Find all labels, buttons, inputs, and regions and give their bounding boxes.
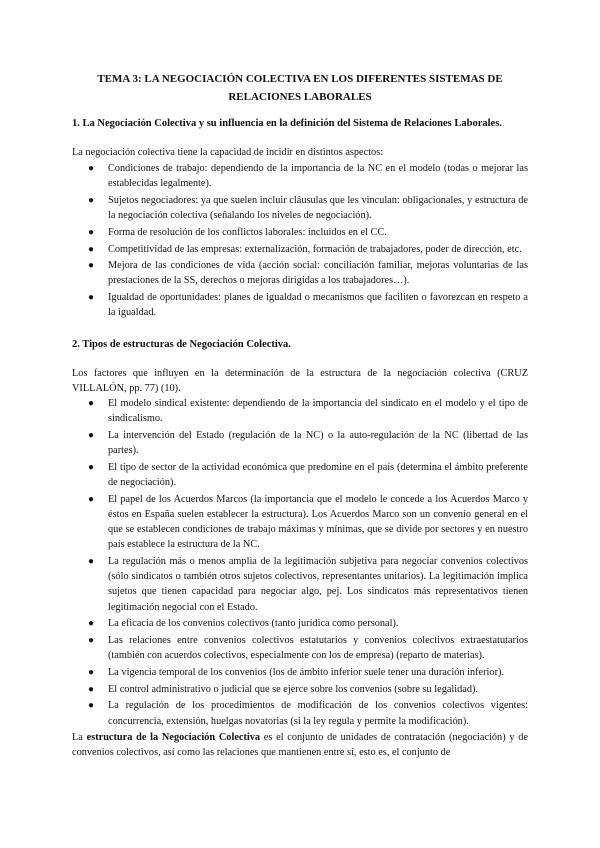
- bullet-icon: ●: [88, 163, 95, 174]
- bullet-icon: ●: [88, 243, 95, 255]
- list-item: ● La intervención del Estado (regulación de la NC) o la auto-regulación de la NC (libertad de las partes).: [88, 429, 528, 457]
- list-item: ● Mejora de las condiciones de vida (acción social: conciliación familiar, mejoras voluntarias de las prestaciones de la SS, derechos o mejoras dirigidas a los trabajadores…).: [88, 260, 528, 287]
- section-1-list: [72, 161, 528, 322]
- list-item: ● El control administrativo o judicial que se ejerce sobre los convenios (sobre su legalidad).: [72, 682, 528, 697]
- closing-lead: La: [72, 732, 87, 743]
- bullet-icon: ●: [88, 618, 95, 630]
- bullet-icon: ●: [88, 556, 95, 568]
- bullet-icon: ●: [88, 683, 95, 695]
- bullet-icon: ●: [88, 635, 95, 647]
- list-item: ● La regulación de los procedimientos de modificación de los convenios colectivos vigentes: concurrencia, extensión, huelgas novatorias (si la ley regula y permite la modificación).: [88, 700, 528, 727]
- list-item: ● El modelo sindical existente: dependiendo de la importancia del sindicato en el modelo y el tipo de sindicalismo.: [88, 398, 528, 425]
- bullet-icon: ●: [88, 493, 95, 505]
- closing-rest: es el conjunto de unidades de contratación (negociación) y de convenios colectivos, así como las relaciones que mantienen entre sí, esto es, el conjunto de: [72, 732, 528, 759]
- bullet-icon: ●: [88, 700, 95, 712]
- list-item: ● Forma de resolución de los conflictos laborales: incluidos en el CC.: [72, 225, 528, 240]
- list-item: ● El papel de los Acuerdos Marcos (la importancia que el modelo le concede a los Acuerdos Marco y éstos en España suelen establecer la estructura). Los Acuerdos Marco son un convenio general en el que se establecen condiciones de trabajo máximas y mínimas, que se divide por sectores y en nuestro país establece la estructura de la NC.: [88, 493, 528, 551]
- section-1-intro: La negociación colectiva tiene la capacidad de incidir en distintos aspectos:: [72, 147, 384, 158]
- section-1-heading: 1. La Negociación Colectiva y su influencia en la definición del Sistema de Relaciones Laborales.: [72, 118, 502, 129]
- bullet-icon: ●: [88, 398, 95, 409]
- bullet-icon: ●: [88, 666, 95, 678]
- list-item: ● Condiciones de trabajo: dependiendo de la importancia de la NC en el modelo (todas o mejorar las establecidas legalmente).: [88, 163, 528, 190]
- section-2-intro: Los factores que influyen en la determinación de la estructura de la negociación colectiva (CRUZ VILLALÓN, pp. 77) (10).: [72, 368, 528, 395]
- list-item: ● La regulación más o menos amplia de la legitimación subjetiva para negociar convenios colectivos (sólo sindicatos o también otros sujetos colectivos, representantes unitarios). La legitimación implica sujetos que tienen capacidad para negociar algo, pej. Los sindicatos más representativos tienen legitimación negocial con el Estado.: [88, 556, 528, 613]
- list-item: ● Competitividad de las empresas: externalización, formación de trabajadores, poder de dirección, etc.: [72, 242, 528, 257]
- document-title: TEMA 3: LA NEGOCIACIÓN COLECTIVA EN LOS DIFERENTES SISTEMAS DE RELACIONES LABORALES: [97, 73, 503, 103]
- bullet-icon: ●: [88, 260, 95, 272]
- list-item: ● Igualdad de oportunidades: planes de igualdad o mecanismos que faciliten o favorezcan en respeto a la igualdad.: [88, 292, 528, 319]
- bullet-icon: ●: [88, 194, 95, 206]
- list-item: ● La vigencia temporal de los convenios (los de ámbito inferior suele tener una duración inferior).: [72, 665, 528, 680]
- bullet-icon: ●: [88, 226, 95, 238]
- section-2-list: [72, 396, 528, 730]
- closing-bold-term: estructura de la Negociación Colectiva: [86, 732, 261, 743]
- bullet-icon: ●: [88, 461, 95, 473]
- section-2-heading: 2. Tipos de estructuras de Negociación Colectiva.: [72, 339, 291, 350]
- list-item: ● La eficacia de los convenios colectivos (tanto jurídica como personal).: [72, 616, 528, 631]
- bullet-icon: ●: [88, 292, 95, 304]
- bullet-icon: ●: [88, 429, 95, 441]
- list-item: ● Las relaciones entre convenios colectivos estatutarios y convenios colectivos extraestatutarios (también con acuerdos colectivos, especialmente con los de empresa) (reparto de materias).: [88, 635, 528, 662]
- list-item: ● Sujetos negociadores: ya que suelen incluir cláusulas que les vinculan: obligacionales, y estructura de la negociación colectiva (señalando los niveles de negociación).: [88, 194, 528, 222]
- closing-paragraph: [72, 730, 528, 760]
- list-item: ● El tipo de sector de la actividad económica que predomine en el país (determina el ámbito preferente de negociación).: [88, 461, 528, 489]
